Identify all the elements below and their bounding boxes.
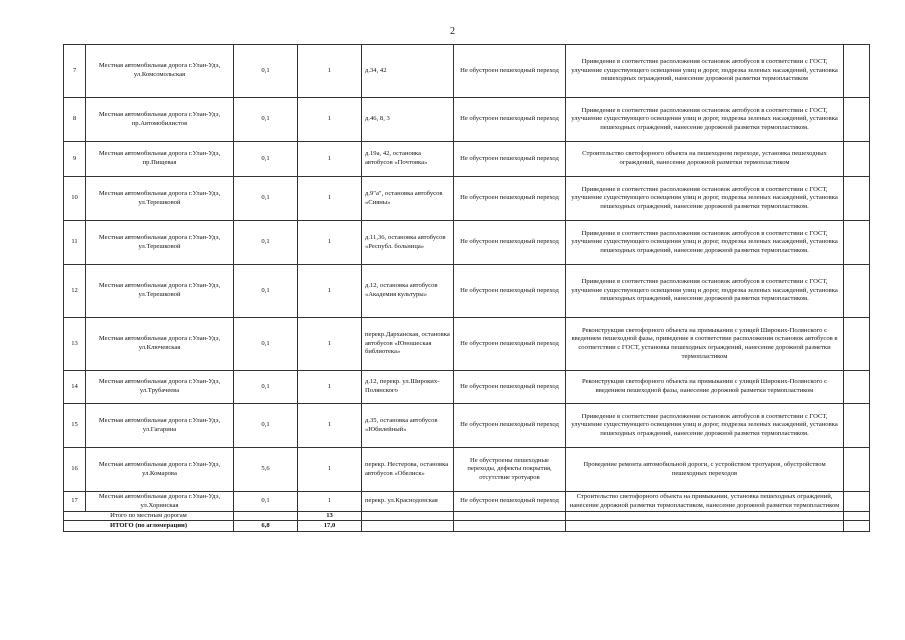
road-name: Местная автомобильная дорога г.Улан-Удэ, пр.Пищевая — [86, 142, 234, 177]
measures-description: Реконструкция светофорного объекта на примыкании с улицей Широких-Полянского с введением пешеходной фазы, приведение в соответствие расположения остановок автобусов в соответствии с ГОСТ, установка пешеходных ограждений, нанесение дорожной разметки термопластиком — [566, 318, 844, 371]
total-count: 17,0 — [298, 521, 362, 532]
site-count: 1 — [298, 492, 362, 512]
road-name: Местная автомобильная дорога г.Улан-Удэ, пр.Автомобилистов — [86, 98, 234, 142]
subtotal-count: 13 — [298, 512, 362, 521]
object-location: д.9"а", остановка автобусов «Сияны» — [362, 177, 454, 221]
measures-description: Приведение в соответствие расположения остановок автобусов в соответствии с ГОСТ, улучшение существующего освещения улиц и дорог, подрезка зеленых насаждений, установка пешеходных ограждений, нанесение дорожной разметки термопластиком. — [566, 265, 844, 318]
object-location: д.12, остановка автобусов «Академия культуры» — [362, 265, 454, 318]
object-location: д.46, 8, 3 — [362, 98, 454, 142]
row-number: 11 — [64, 221, 86, 265]
site-count: 1 — [298, 371, 362, 404]
row-number: 16 — [64, 448, 86, 492]
road-length: 5,6 — [234, 448, 298, 492]
measures-description: Проведение ремонта автомобильной дороги, с устройством тротуаров, обустройством пешеходных переходов — [566, 448, 844, 492]
empty-cell — [844, 512, 870, 521]
measures-table — [63, 44, 870, 532]
object-location: д.35, остановка автобусов «Юбилейный» — [362, 404, 454, 448]
object-location: д.11,36, остановка автобусов «Республ. больница» — [362, 221, 454, 265]
empty-cell — [844, 371, 870, 404]
problem-description: Не обустроен пешеходный переход — [454, 404, 566, 448]
measures-description: Приведение в соответствие расположения остановок автобусов в соответствии с ГОСТ, улучшение существующего освещения улиц и дорог, подрезка зеленых насаждений, установка пешеходных ограждений, нанесение дорожной разметки термопластиком. — [566, 98, 844, 142]
table-row — [64, 404, 870, 448]
measures-description: Приведение в соответствие расположения остановок автобусов в соответствии с ГОСТ, улучшение существующего освещения улиц и дорог, подрезка зеленых насаждений, установка пешеходных ограждений, нанесение дорожной разметки термопластиком. — [566, 404, 844, 448]
site-count: 1 — [298, 98, 362, 142]
road-name: Местная автомобильная дорога г.Улан-Удэ, ул.Трубачеева — [86, 371, 234, 404]
table-row — [64, 45, 870, 98]
empty-cell — [454, 521, 566, 532]
measures-description: Приведение в соответствие расположения остановок автобусов в соответствии с ГОСТ, улучшение существующего освещения улиц и дорог, подрезка зеленых насаждений, установка пешеходных ограждений, нанесение дорожной разметки термопластиком — [566, 45, 844, 98]
road-length: 0,1 — [234, 318, 298, 371]
table-row — [64, 318, 870, 371]
object-location: перекр.Дарханская, остановка автобусов «Юношеская библиотека» — [362, 318, 454, 371]
total-label: ИТОГО (по агломерации) — [64, 521, 234, 532]
problem-description: Не обустроены пешеходные переходы, дефекты покрытия, отсутствие тротуаров — [454, 448, 566, 492]
total-len: 6,8 — [234, 521, 298, 532]
empty-cell — [566, 521, 844, 532]
page-number: 2 — [450, 26, 455, 37]
measures-description: Реконструкция светофорного объекта на примыкании с улицей Широких-Полянского с введением пешеходной фазы, нанесение дорожной разметки термопластиком — [566, 371, 844, 404]
empty-cell — [362, 521, 454, 532]
road-name: Местная автомобильная дорога г.Улан-Удэ, ул.Хоринская — [86, 492, 234, 512]
empty-cell — [844, 221, 870, 265]
measures-description: Приведение в соответствие расположения остановок автобусов в соответствии с ГОСТ, улучшение существующего освещения улиц и дорог, подрезка зеленых насаждений, установка пешеходных ограждений, нанесение дорожной разметки термопластиком. — [566, 177, 844, 221]
object-location: д.12, перекр. ул.Широких-Полянского — [362, 371, 454, 404]
empty-cell — [844, 142, 870, 177]
object-location: перекр. ул.Краснодонская — [362, 492, 454, 512]
table-row — [64, 265, 870, 318]
table-row — [64, 177, 870, 221]
empty-cell — [844, 98, 870, 142]
table-row — [64, 448, 870, 492]
site-count: 1 — [298, 448, 362, 492]
site-count: 1 — [298, 177, 362, 221]
road-name: Местная автомобильная дорога г.Улан-Удэ, ул.Комарова — [86, 448, 234, 492]
road-length: 0,1 — [234, 221, 298, 265]
site-count: 1 — [298, 265, 362, 318]
table-row — [64, 492, 870, 512]
road-length: 0,1 — [234, 98, 298, 142]
row-number: 9 — [64, 142, 86, 177]
empty-cell — [844, 45, 870, 98]
problem-description: Не обустроен пешеходный переход — [454, 142, 566, 177]
problem-description: Не обустроен пешеходный переход — [454, 318, 566, 371]
empty-cell — [844, 521, 870, 532]
table-row — [64, 221, 870, 265]
table-row — [64, 371, 870, 404]
site-count: 1 — [298, 142, 362, 177]
site-count: 1 — [298, 45, 362, 98]
road-length: 0,1 — [234, 142, 298, 177]
empty-cell — [844, 318, 870, 371]
road-name: Местная автомобильная дорога г.Улан-Удэ, ул.Терешковой — [86, 177, 234, 221]
problem-description: Не обустроен пешеходный переход — [454, 177, 566, 221]
problem-description: Не обустроен пешеходный переход — [454, 221, 566, 265]
road-length: 0,1 — [234, 177, 298, 221]
grand-total-row — [64, 521, 870, 532]
problem-description: Не обустроен пешеходный переход — [454, 371, 566, 404]
empty-cell — [844, 177, 870, 221]
row-number: 13 — [64, 318, 86, 371]
empty-cell — [454, 512, 566, 521]
object-location: д.34, 42 — [362, 45, 454, 98]
row-number: 10 — [64, 177, 86, 221]
problem-description: Не обустроен пешеходный переход — [454, 45, 566, 98]
road-length: 0,1 — [234, 265, 298, 318]
empty-cell — [844, 265, 870, 318]
row-number: 8 — [64, 98, 86, 142]
problem-description: Не обустроен пешеходный переход — [454, 492, 566, 512]
road-name: Местная автомобильная дорога г.Улан-Удэ, ул.Гагарина — [86, 404, 234, 448]
road-length: 0,1 — [234, 45, 298, 98]
empty-cell — [844, 404, 870, 448]
subtotal-row — [64, 512, 870, 521]
row-number: 12 — [64, 265, 86, 318]
problem-description: Не обустроен пешеходный переход — [454, 265, 566, 318]
subtotal-label: Итого по местным дорогам — [64, 512, 234, 521]
road-name: Местная автомобильная дорога г.Улан-Удэ, ул.Терешковой — [86, 221, 234, 265]
road-name: Местная автомобильная дорога г.Улан-Удэ, ул.Ключевская — [86, 318, 234, 371]
road-length: 0,1 — [234, 492, 298, 512]
site-count: 1 — [298, 404, 362, 448]
row-number: 7 — [64, 45, 86, 98]
site-count: 1 — [298, 221, 362, 265]
object-location: перекр. Нестерова, остановка автобусов «Обелиск» — [362, 448, 454, 492]
empty-cell — [362, 512, 454, 521]
empty-cell — [844, 448, 870, 492]
row-number: 17 — [64, 492, 86, 512]
measures-description: Приведение в соответствие расположения остановок автобусов в соответствии с ГОСТ, улучшение существующего освещения улиц и дорог, подрезка зеленых насаждений, установка пешеходных ограждений, нанесение дорожной разметки термопластиком. — [566, 221, 844, 265]
table-row — [64, 142, 870, 177]
subtotal-len — [234, 512, 298, 521]
road-length: 0,1 — [234, 371, 298, 404]
road-name: Местная автомобильная дорога г.Улан-Удэ, ул.Комсомольская — [86, 45, 234, 98]
row-number: 15 — [64, 404, 86, 448]
road-length: 0,1 — [234, 404, 298, 448]
object-location: д.19а, 42, остановка автобусов «Почтовка» — [362, 142, 454, 177]
measures-description: Строительство светофорного объекта на пешеходном переходе, установка пешеходных ограждений, нанесение дорожной разметки термопластиком — [566, 142, 844, 177]
problem-description: Не обустроен пешеходный переход — [454, 98, 566, 142]
table-row — [64, 98, 870, 142]
row-number: 14 — [64, 371, 86, 404]
empty-cell — [566, 512, 844, 521]
road-name: Местная автомобильная дорога г.Улан-Удэ, ул.Терешковой — [86, 265, 234, 318]
measures-description: Строительство светофорного объекта на примыкании, установка пешеходных ограждений, нанесение дорожной разметки термопластиком, нанесение дорожной разметки термопластиком — [566, 492, 844, 512]
empty-cell — [844, 492, 870, 512]
site-count: 1 — [298, 318, 362, 371]
